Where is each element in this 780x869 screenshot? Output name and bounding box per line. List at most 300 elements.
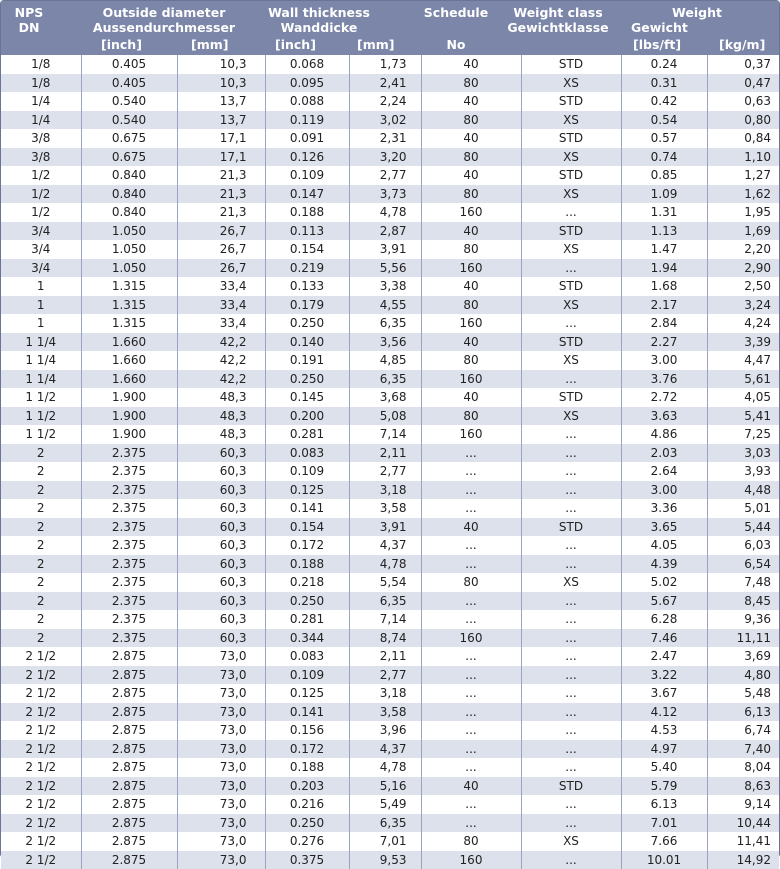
cell-wt-mm: 2,24 xyxy=(349,92,421,111)
cell-schedule: ... xyxy=(421,795,521,814)
cell-weight-lbs: 7.66 xyxy=(621,832,707,851)
cell-wt-inch: 0.344 xyxy=(265,629,349,648)
table-row xyxy=(1,536,779,555)
cell-schedule: ... xyxy=(421,721,521,740)
cell-schedule: ... xyxy=(421,684,521,703)
cell-schedule: 80 xyxy=(421,351,521,370)
cell-wt-inch: 0.141 xyxy=(265,499,349,518)
cell-wt-inch: 0.188 xyxy=(265,758,349,777)
cell-od-inch: 2.375 xyxy=(81,536,177,555)
cell-wt-mm: 3,91 xyxy=(349,518,421,537)
cell-weight-class: ... xyxy=(521,536,621,555)
cell-wt-mm: 3,02 xyxy=(349,111,421,130)
cell-wt-inch: 0.218 xyxy=(265,573,349,592)
cell-nps: 2 xyxy=(1,629,81,648)
cell-schedule: 80 xyxy=(421,74,521,93)
cell-wt-inch: 0.281 xyxy=(265,610,349,629)
cell-nps: 1/2 xyxy=(1,166,81,185)
cell-weight-lbs: 5.79 xyxy=(621,777,707,796)
cell-od-mm: 21,3 xyxy=(177,166,265,185)
cell-weight-class: STD xyxy=(521,277,621,296)
cell-od-mm: 42,2 xyxy=(177,370,265,389)
cell-od-inch: 2.375 xyxy=(81,444,177,463)
cell-od-inch: 1.660 xyxy=(81,333,177,352)
cell-nps: 2 xyxy=(1,481,81,500)
header-gewicht: Gewicht xyxy=(631,21,688,34)
cell-weight-kg: 9,14 xyxy=(707,795,779,814)
cell-schedule: 80 xyxy=(421,148,521,167)
cell-weight-kg: 8,04 xyxy=(707,758,779,777)
cell-nps: 2 1/2 xyxy=(1,795,81,814)
cell-weight-lbs: 2.84 xyxy=(621,314,707,333)
cell-nps: 1/2 xyxy=(1,185,81,204)
cell-weight-kg: 7,48 xyxy=(707,573,779,592)
table-row xyxy=(1,555,779,574)
cell-schedule: ... xyxy=(421,592,521,611)
cell-od-inch: 0.840 xyxy=(81,166,177,185)
cell-wt-mm: 6,35 xyxy=(349,314,421,333)
cell-nps: 1 1/2 xyxy=(1,407,81,426)
cell-weight-class: ... xyxy=(521,851,621,869)
cell-weight-kg: 8,63 xyxy=(707,777,779,796)
cell-weight-lbs: 3.00 xyxy=(621,481,707,500)
cell-weight-kg: 2,20 xyxy=(707,240,779,259)
cell-od-mm: 73,0 xyxy=(177,684,265,703)
cell-weight-lbs: 3.67 xyxy=(621,684,707,703)
cell-weight-lbs: 3.63 xyxy=(621,407,707,426)
cell-weight-kg: 3,69 xyxy=(707,647,779,666)
cell-od-inch: 2.375 xyxy=(81,592,177,611)
table-row xyxy=(1,795,779,814)
cell-wt-inch: 0.179 xyxy=(265,296,349,315)
cell-od-mm: 33,4 xyxy=(177,314,265,333)
cell-nps: 3/8 xyxy=(1,148,81,167)
cell-weight-kg: 6,03 xyxy=(707,536,779,555)
cell-weight-class: ... xyxy=(521,740,621,759)
table-row xyxy=(1,703,779,722)
cell-weight-lbs: 2.27 xyxy=(621,333,707,352)
cell-schedule: 40 xyxy=(421,333,521,352)
table-row xyxy=(1,111,779,130)
cell-weight-kg: 7,40 xyxy=(707,740,779,759)
cell-weight-kg: 1,62 xyxy=(707,185,779,204)
cell-od-inch: 0.675 xyxy=(81,129,177,148)
table-row xyxy=(1,832,779,851)
cell-wt-inch: 0.095 xyxy=(265,74,349,93)
cell-weight-kg: 9,36 xyxy=(707,610,779,629)
table-row xyxy=(1,740,779,759)
cell-nps: 2 1/2 xyxy=(1,758,81,777)
cell-weight-kg: 2,50 xyxy=(707,277,779,296)
cell-wt-inch: 0.200 xyxy=(265,407,349,426)
cell-nps: 2 xyxy=(1,573,81,592)
cell-weight-kg: 0,37 xyxy=(707,55,779,74)
cell-wt-mm: 5,08 xyxy=(349,407,421,426)
cell-weight-class: ... xyxy=(521,758,621,777)
cell-weight-class: STD xyxy=(521,129,621,148)
cell-weight-kg: 10,44 xyxy=(707,814,779,833)
cell-wt-mm: 4,78 xyxy=(349,203,421,222)
cell-od-inch: 1.315 xyxy=(81,277,177,296)
cell-od-inch: 0.675 xyxy=(81,148,177,167)
cell-od-mm: 48,3 xyxy=(177,407,265,426)
cell-nps: 3/4 xyxy=(1,240,81,259)
cell-weight-lbs: 3.00 xyxy=(621,351,707,370)
cell-wt-inch: 0.068 xyxy=(265,55,349,74)
cell-nps: 2 xyxy=(1,444,81,463)
cell-od-mm: 10,3 xyxy=(177,74,265,93)
cell-od-inch: 2.375 xyxy=(81,629,177,648)
cell-schedule: 160 xyxy=(421,425,521,444)
cell-od-inch: 2.875 xyxy=(81,851,177,869)
cell-od-inch: 1.050 xyxy=(81,259,177,278)
cell-nps: 3/8 xyxy=(1,129,81,148)
cell-weight-lbs: 4.53 xyxy=(621,721,707,740)
cell-wt-mm: 4,37 xyxy=(349,740,421,759)
cell-weight-class: XS xyxy=(521,573,621,592)
cell-schedule: ... xyxy=(421,536,521,555)
cell-wt-mm: 2,77 xyxy=(349,666,421,685)
cell-weight-class: ... xyxy=(521,203,621,222)
cell-weight-kg: 4,24 xyxy=(707,314,779,333)
cell-weight-class: ... xyxy=(521,314,621,333)
cell-weight-class: STD xyxy=(521,166,621,185)
header-aussendurchmesser: Aussendurchmesser xyxy=(93,21,235,34)
header-weight-kg: [kg/m] xyxy=(719,38,765,51)
cell-wt-mm: 4,78 xyxy=(349,758,421,777)
table-row xyxy=(1,314,779,333)
cell-weight-kg: 2,90 xyxy=(707,259,779,278)
cell-wt-mm: 2,11 xyxy=(349,647,421,666)
cell-od-mm: 60,3 xyxy=(177,499,265,518)
cell-od-mm: 60,3 xyxy=(177,462,265,481)
table-row xyxy=(1,74,779,93)
table-row xyxy=(1,388,779,407)
cell-nps: 1 xyxy=(1,296,81,315)
cell-weight-lbs: 5.40 xyxy=(621,758,707,777)
cell-weight-lbs: 5.67 xyxy=(621,592,707,611)
cell-weight-class: ... xyxy=(521,259,621,278)
cell-od-mm: 60,3 xyxy=(177,555,265,574)
cell-weight-class: XS xyxy=(521,296,621,315)
cell-weight-kg: 11,11 xyxy=(707,629,779,648)
cell-nps: 2 1/2 xyxy=(1,814,81,833)
cell-weight-class: ... xyxy=(521,499,621,518)
cell-od-mm: 73,0 xyxy=(177,740,265,759)
cell-weight-class: ... xyxy=(521,721,621,740)
table-row xyxy=(1,351,779,370)
cell-weight-class: STD xyxy=(521,55,621,74)
cell-weight-kg: 0,47 xyxy=(707,74,779,93)
header-nps: NPS xyxy=(15,6,44,19)
cell-weight-kg: 5,44 xyxy=(707,518,779,537)
cell-wt-mm: 3,58 xyxy=(349,499,421,518)
cell-schedule: 40 xyxy=(421,777,521,796)
cell-wt-inch: 0.154 xyxy=(265,518,349,537)
cell-schedule: 80 xyxy=(421,296,521,315)
cell-wt-mm: 2,31 xyxy=(349,129,421,148)
cell-weight-lbs: 7.46 xyxy=(621,629,707,648)
cell-schedule: ... xyxy=(421,740,521,759)
cell-wt-inch: 0.083 xyxy=(265,647,349,666)
cell-od-mm: 73,0 xyxy=(177,851,265,869)
cell-od-inch: 1.315 xyxy=(81,296,177,315)
table-row xyxy=(1,166,779,185)
cell-wt-mm: 2,11 xyxy=(349,444,421,463)
cell-weight-lbs: 6.28 xyxy=(621,610,707,629)
cell-weight-kg: 6,54 xyxy=(707,555,779,574)
cell-nps: 2 xyxy=(1,610,81,629)
cell-weight-kg: 3,24 xyxy=(707,296,779,315)
cell-schedule: ... xyxy=(421,499,521,518)
cell-wt-mm: 3,73 xyxy=(349,185,421,204)
cell-od-inch: 0.540 xyxy=(81,92,177,111)
cell-weight-lbs: 0.24 xyxy=(621,55,707,74)
table-row xyxy=(1,240,779,259)
cell-wt-inch: 0.172 xyxy=(265,536,349,555)
cell-wt-inch: 0.188 xyxy=(265,203,349,222)
cell-weight-kg: 4,80 xyxy=(707,666,779,685)
cell-weight-kg: 3,93 xyxy=(707,462,779,481)
cell-od-mm: 73,0 xyxy=(177,777,265,796)
cell-od-mm: 17,1 xyxy=(177,129,265,148)
cell-od-inch: 0.840 xyxy=(81,203,177,222)
table-row xyxy=(1,758,779,777)
cell-wt-inch: 0.083 xyxy=(265,444,349,463)
cell-weight-class: ... xyxy=(521,795,621,814)
header-weight-lbs: [lbs/ft] xyxy=(633,38,681,51)
cell-wt-inch: 0.172 xyxy=(265,740,349,759)
table-row xyxy=(1,222,779,241)
cell-schedule: ... xyxy=(421,703,521,722)
cell-wt-mm: 3,96 xyxy=(349,721,421,740)
cell-od-inch: 1.050 xyxy=(81,222,177,241)
cell-weight-kg: 14,92 xyxy=(707,851,779,869)
cell-weight-kg: 5,41 xyxy=(707,407,779,426)
cell-wt-mm: 2,77 xyxy=(349,462,421,481)
cell-od-inch: 2.875 xyxy=(81,777,177,796)
cell-weight-lbs: 4.97 xyxy=(621,740,707,759)
cell-weight-lbs: 0.31 xyxy=(621,74,707,93)
header-schedule-no: No xyxy=(446,38,465,51)
cell-weight-lbs: 0.85 xyxy=(621,166,707,185)
cell-weight-class: STD xyxy=(521,222,621,241)
cell-nps: 2 1/2 xyxy=(1,851,81,869)
cell-weight-class: ... xyxy=(521,666,621,685)
cell-weight-lbs: 3.22 xyxy=(621,666,707,685)
cell-weight-lbs: 0.57 xyxy=(621,129,707,148)
cell-weight-lbs: 2.64 xyxy=(621,462,707,481)
table-row xyxy=(1,277,779,296)
cell-schedule: 160 xyxy=(421,259,521,278)
cell-wt-mm: 2,77 xyxy=(349,166,421,185)
cell-wt-mm: 3,91 xyxy=(349,240,421,259)
cell-wt-mm: 3,18 xyxy=(349,481,421,500)
cell-weight-lbs: 3.36 xyxy=(621,499,707,518)
cell-nps: 2 xyxy=(1,499,81,518)
cell-weight-class: ... xyxy=(521,647,621,666)
cell-od-mm: 60,3 xyxy=(177,573,265,592)
cell-wt-mm: 8,74 xyxy=(349,629,421,648)
cell-weight-class: ... xyxy=(521,444,621,463)
cell-schedule: ... xyxy=(421,647,521,666)
cell-schedule: 80 xyxy=(421,185,521,204)
header-od-inch: [inch] xyxy=(101,38,142,51)
cell-od-inch: 2.875 xyxy=(81,832,177,851)
cell-schedule: ... xyxy=(421,758,521,777)
cell-od-mm: 60,3 xyxy=(177,518,265,537)
cell-wt-mm: 4,37 xyxy=(349,536,421,555)
cell-weight-class: STD xyxy=(521,777,621,796)
cell-od-mm: 42,2 xyxy=(177,333,265,352)
cell-od-mm: 73,0 xyxy=(177,758,265,777)
header-wanddicke: Wanddicke xyxy=(281,21,358,34)
cell-wt-mm: 4,78 xyxy=(349,555,421,574)
cell-weight-class: ... xyxy=(521,703,621,722)
cell-schedule: ... xyxy=(421,481,521,500)
cell-schedule: 40 xyxy=(421,277,521,296)
cell-nps: 1 1/4 xyxy=(1,370,81,389)
cell-od-inch: 2.375 xyxy=(81,610,177,629)
cell-od-mm: 73,0 xyxy=(177,721,265,740)
cell-weight-lbs: 1.47 xyxy=(621,240,707,259)
cell-nps: 1 1/4 xyxy=(1,333,81,352)
table-row xyxy=(1,721,779,740)
cell-od-mm: 48,3 xyxy=(177,425,265,444)
header-wall-thickness: Wall thickness xyxy=(268,6,370,19)
cell-wt-mm: 6,35 xyxy=(349,814,421,833)
cell-schedule: 40 xyxy=(421,388,521,407)
cell-wt-inch: 0.250 xyxy=(265,592,349,611)
cell-weight-class: XS xyxy=(521,111,621,130)
cell-schedule: 40 xyxy=(421,222,521,241)
cell-wt-inch: 0.088 xyxy=(265,92,349,111)
cell-nps: 1/8 xyxy=(1,55,81,74)
cell-weight-class: STD xyxy=(521,518,621,537)
table-row xyxy=(1,407,779,426)
cell-schedule: 160 xyxy=(421,629,521,648)
cell-weight-lbs: 2.72 xyxy=(621,388,707,407)
cell-nps: 1/4 xyxy=(1,111,81,130)
cell-schedule: 160 xyxy=(421,370,521,389)
cell-od-mm: 60,3 xyxy=(177,592,265,611)
cell-nps: 2 xyxy=(1,592,81,611)
cell-schedule: 160 xyxy=(421,314,521,333)
cell-od-mm: 26,7 xyxy=(177,259,265,278)
cell-schedule: ... xyxy=(421,444,521,463)
table-row xyxy=(1,481,779,500)
cell-weight-class: STD xyxy=(521,92,621,111)
cell-od-mm: 60,3 xyxy=(177,444,265,463)
table-row xyxy=(1,444,779,463)
cell-od-mm: 13,7 xyxy=(177,111,265,130)
table-row xyxy=(1,203,779,222)
cell-od-mm: 10,3 xyxy=(177,55,265,74)
cell-weight-class: ... xyxy=(521,814,621,833)
cell-od-mm: 21,3 xyxy=(177,185,265,204)
cell-nps: 2 xyxy=(1,462,81,481)
table-row xyxy=(1,573,779,592)
cell-od-mm: 26,7 xyxy=(177,240,265,259)
cell-schedule: 40 xyxy=(421,518,521,537)
cell-wt-inch: 0.145 xyxy=(265,388,349,407)
table-row xyxy=(1,92,779,111)
cell-od-inch: 0.540 xyxy=(81,111,177,130)
cell-wt-inch: 0.133 xyxy=(265,277,349,296)
cell-wt-inch: 0.156 xyxy=(265,721,349,740)
cell-weight-lbs: 3.65 xyxy=(621,518,707,537)
cell-nps: 2 1/2 xyxy=(1,647,81,666)
cell-wt-inch: 0.126 xyxy=(265,148,349,167)
cell-schedule: ... xyxy=(421,814,521,833)
cell-wt-mm: 5,49 xyxy=(349,795,421,814)
cell-wt-inch: 0.113 xyxy=(265,222,349,241)
cell-od-inch: 1.315 xyxy=(81,314,177,333)
header-weight: Weight xyxy=(672,6,722,19)
cell-weight-lbs: 6.13 xyxy=(621,795,707,814)
cell-schedule: 160 xyxy=(421,203,521,222)
cell-od-mm: 48,3 xyxy=(177,388,265,407)
cell-weight-lbs: 4.86 xyxy=(621,425,707,444)
cell-od-mm: 60,3 xyxy=(177,481,265,500)
cell-weight-class: XS xyxy=(521,185,621,204)
cell-wt-inch: 0.091 xyxy=(265,129,349,148)
cell-weight-lbs: 0.74 xyxy=(621,148,707,167)
cell-weight-lbs: 1.31 xyxy=(621,203,707,222)
table-row xyxy=(1,499,779,518)
cell-wt-inch: 0.154 xyxy=(265,240,349,259)
table-row xyxy=(1,129,779,148)
cell-od-mm: 42,2 xyxy=(177,351,265,370)
cell-weight-lbs: 1.09 xyxy=(621,185,707,204)
table-row xyxy=(1,851,779,869)
cell-od-mm: 73,0 xyxy=(177,795,265,814)
cell-nps: 1 1/2 xyxy=(1,388,81,407)
header-wt-mm: [mm] xyxy=(357,38,394,51)
cell-weight-kg: 4,05 xyxy=(707,388,779,407)
cell-od-inch: 1.900 xyxy=(81,388,177,407)
header-wt-inch: [inch] xyxy=(275,38,316,51)
cell-weight-kg: 0,80 xyxy=(707,111,779,130)
cell-nps: 2 1/2 xyxy=(1,777,81,796)
cell-od-inch: 1.900 xyxy=(81,425,177,444)
cell-wt-mm: 3,20 xyxy=(349,148,421,167)
cell-weight-kg: 0,84 xyxy=(707,129,779,148)
header-od-mm: [mm] xyxy=(191,38,228,51)
cell-weight-lbs: 5.02 xyxy=(621,573,707,592)
table-row xyxy=(1,462,779,481)
cell-wt-mm: 2,41 xyxy=(349,74,421,93)
pipe-data-table xyxy=(1,55,779,869)
cell-nps: 2 xyxy=(1,518,81,537)
cell-wt-mm: 6,35 xyxy=(349,370,421,389)
cell-weight-class: ... xyxy=(521,481,621,500)
cell-schedule: 40 xyxy=(421,92,521,111)
cell-od-inch: 2.375 xyxy=(81,462,177,481)
cell-schedule: ... xyxy=(421,555,521,574)
cell-nps: 1 1/4 xyxy=(1,351,81,370)
cell-wt-mm: 3,18 xyxy=(349,684,421,703)
cell-od-inch: 2.875 xyxy=(81,703,177,722)
cell-weight-class: XS xyxy=(521,407,621,426)
header-dn: DN xyxy=(19,21,40,34)
cell-od-inch: 2.875 xyxy=(81,647,177,666)
cell-schedule: 80 xyxy=(421,407,521,426)
cell-weight-lbs: 3.76 xyxy=(621,370,707,389)
header-schedule: Schedule xyxy=(424,6,488,19)
cell-od-inch: 2.875 xyxy=(81,758,177,777)
cell-weight-kg: 4,47 xyxy=(707,351,779,370)
